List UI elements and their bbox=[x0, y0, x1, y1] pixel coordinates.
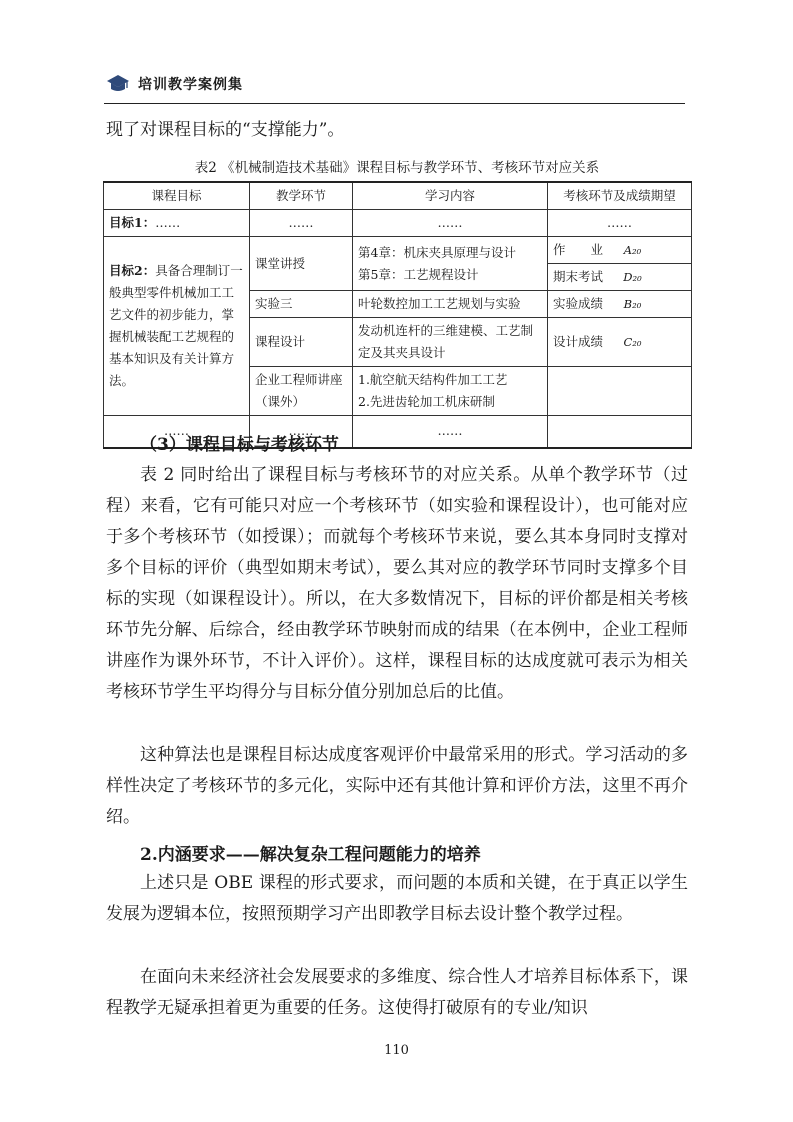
assess-name: 作 业 bbox=[553, 242, 604, 257]
link-cell: 实验三 bbox=[250, 291, 353, 318]
content-line: 第4章：机床夹具原理与设计 bbox=[358, 244, 516, 260]
assess-cell bbox=[548, 291, 692, 318]
intro-line: 现了对课程目标的“支撑能力”。 bbox=[106, 120, 345, 140]
assess-item bbox=[553, 331, 686, 353]
section2-paragraph-2: 在面向未来经济社会发展要求的多维度、综合性人才培养目标体系下，课程教学无疑承担着更为重要的任务。这使得打破原有的专业/知识 bbox=[106, 967, 688, 1018]
assess-item bbox=[553, 293, 686, 315]
content-cell: 发动机连杆的三维建模、工艺制定及其夹具设计 bbox=[353, 318, 548, 367]
table-cell: …… bbox=[353, 210, 548, 237]
goal2-cell bbox=[104, 237, 250, 416]
assess-grade: D₂₀ bbox=[623, 270, 642, 284]
link-cell: 企业工程师讲座（课外） bbox=[250, 367, 353, 416]
content-cell bbox=[353, 237, 548, 291]
col-header-content: 学习内容 bbox=[353, 182, 548, 210]
link-cell: 课程设计 bbox=[250, 318, 353, 367]
content-cell bbox=[353, 367, 548, 416]
section3-paragraph-2: 这种算法也是课程目标达成度客观评价中最常采用的形式。学习活动的多样性决定了考核环节的多元化，实际中还有其他计算和评价方法，这里不再介绍。 bbox=[106, 745, 688, 827]
assess-cell bbox=[548, 237, 692, 291]
table-cell: …… bbox=[250, 210, 353, 237]
running-header bbox=[106, 74, 243, 94]
table-row bbox=[104, 237, 692, 291]
assess-cell bbox=[548, 318, 692, 367]
assess-item bbox=[548, 264, 691, 290]
assess-grade: B₂₀ bbox=[623, 297, 642, 311]
table-cell: …… bbox=[353, 416, 548, 448]
goal1-cell bbox=[104, 210, 250, 237]
section3-heading: （3）课程目标与考核环节 bbox=[140, 435, 339, 455]
goal2-text: 具备合理制订一般典型零件机械加工工艺文件的初步能力，掌握机械装配工艺规程的基本知识及有关计算方法。 bbox=[109, 263, 243, 388]
section2-heading: 2.内涵要求——解决复杂工程问题能力的培养 bbox=[140, 845, 481, 865]
assess-name: 设计成绩 bbox=[553, 334, 604, 349]
goal1-label: 目标1： bbox=[109, 215, 156, 230]
link-cell: 课堂讲授 bbox=[250, 237, 353, 291]
col-header-link: 教学环节 bbox=[250, 182, 353, 210]
assess-cell-empty bbox=[548, 367, 692, 416]
header-title: 培训教学案例集 bbox=[138, 77, 243, 93]
table-row bbox=[104, 210, 692, 237]
page-number: 110 bbox=[384, 1043, 409, 1058]
table-caption: 表2 《机械制造技术基础》课程目标与教学环节、考核环节对应关系 bbox=[194, 160, 600, 176]
col-header-assess: 考核环节及成绩期望 bbox=[548, 182, 692, 210]
content-line: 1.航空航天结构件加工工艺 bbox=[358, 372, 508, 387]
section2-paragraph-1: 上述只是 OBE 课程的形式要求，而问题的本质和关键，在于真正以学生发展为逻辑本位，按照预期学习产出即教学目标去设计整个教学过程。 bbox=[106, 873, 688, 924]
assess-grade: A₂₀ bbox=[623, 243, 642, 257]
graduation-cap-icon bbox=[106, 74, 130, 94]
goal2-label: 目标2： bbox=[109, 263, 156, 278]
table-cell: …… bbox=[104, 416, 250, 448]
content-line: 2.先进齿轮加工机床研制 bbox=[358, 394, 495, 409]
table-cell-empty bbox=[548, 416, 692, 448]
assess-grade: C₂₀ bbox=[623, 335, 642, 349]
content-line: 第5章：工艺规程设计 bbox=[358, 266, 479, 282]
assess-name: 期末考试 bbox=[553, 269, 604, 284]
goal-mapping-table bbox=[103, 181, 692, 449]
table-header-row bbox=[104, 182, 692, 210]
header-rule bbox=[104, 103, 685, 104]
content-cell: 叶轮数控加工工艺规划与实验 bbox=[353, 291, 548, 318]
section3-paragraph-1: 表 2 同时给出了课程目标与考核环节的对应关系。从单个教学环节（过程）来看，它有可能只对应一个考核环节（如实验和课程设计），也可能对应于多个考核环节（如授课）；而就每个考核环节来说，要么其本身同时支撑对多个目标的评价（典型如期末考试），要么其对应的教学环节同时支撑多个目标的实现（如课程设计）。所以，在大多数情况下，目标的评价都是相关考核环节先分解、后综合，经由教学环节映射而成的结果（在本例中，企业工程师讲座作为课外环节，不计入评价）。这样，课程目标的达成度就可表示为相关考核环节学生平均得分与目标分值分别加总后的比值。 bbox=[106, 465, 688, 702]
assess-item bbox=[548, 237, 691, 264]
table-cell: …… bbox=[250, 416, 353, 448]
assess-name: 实验成绩 bbox=[553, 296, 604, 311]
table-cell: …… bbox=[548, 210, 692, 237]
goal1-rest: …… bbox=[155, 215, 181, 230]
col-header-goal: 课程目标 bbox=[104, 182, 250, 210]
